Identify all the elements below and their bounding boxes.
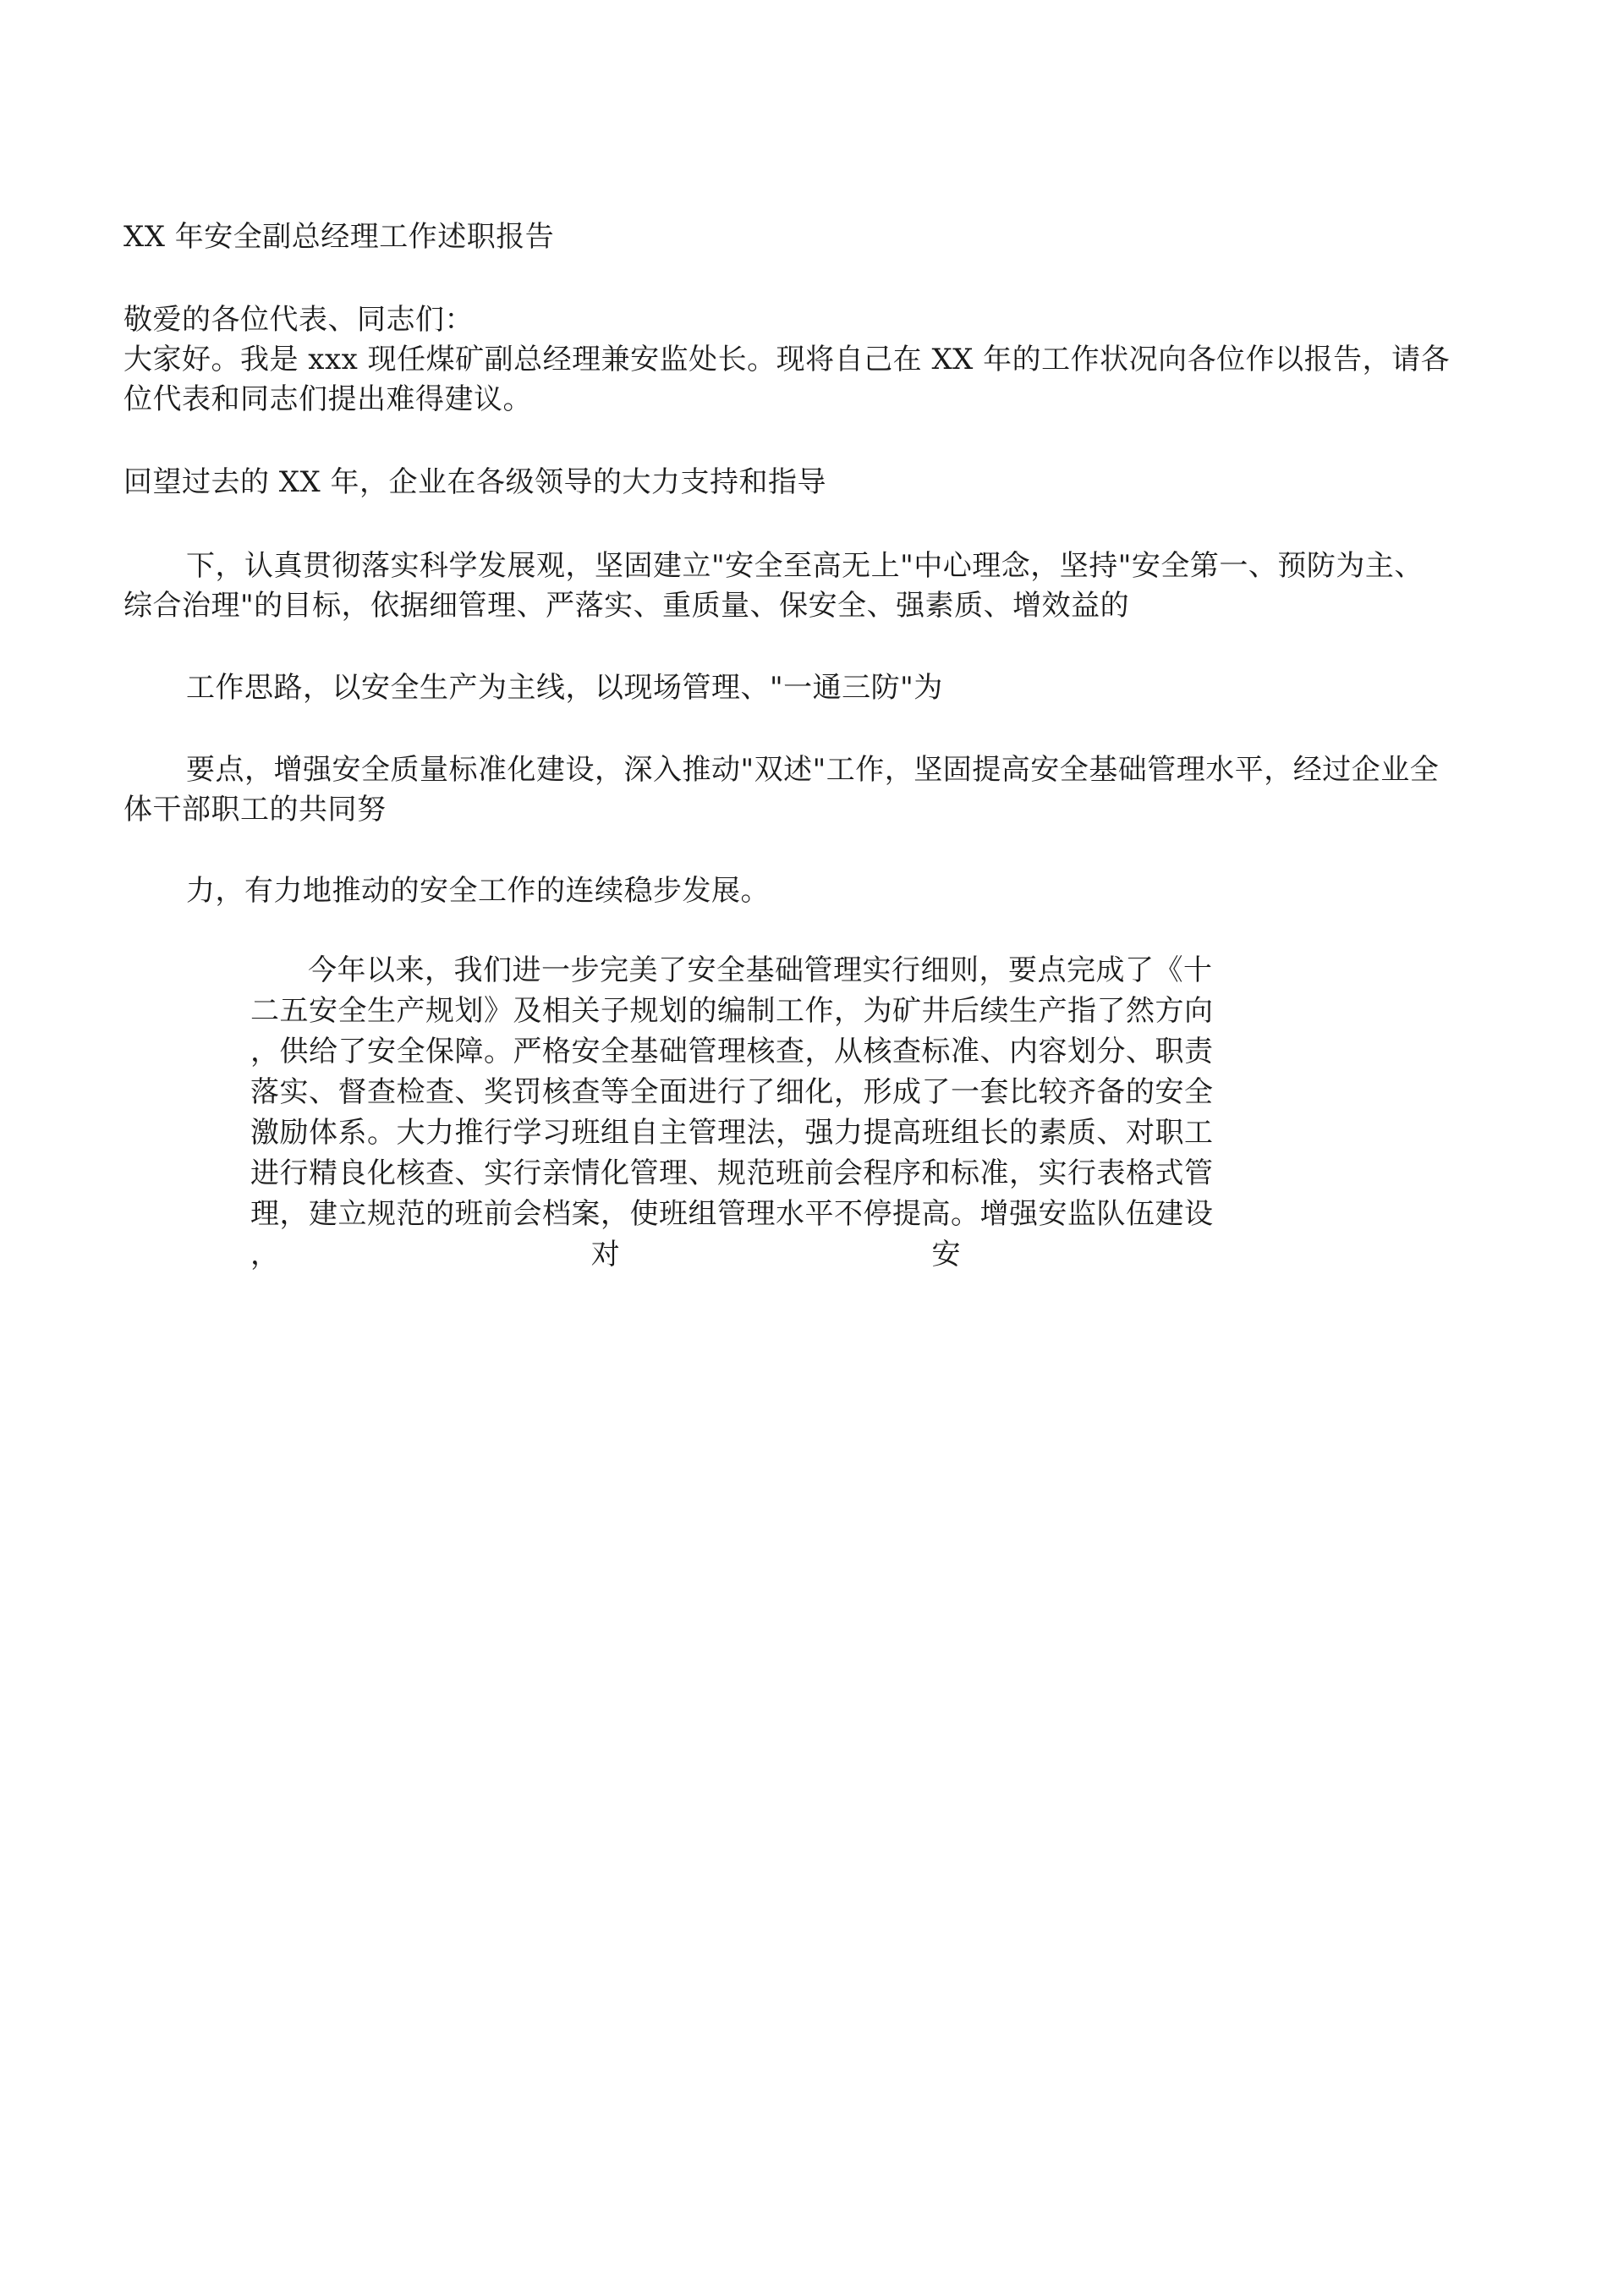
document-title: XX 年安全副总经理工作述职报告 bbox=[123, 220, 555, 254]
paragraph-2-line-1: 工作思路，以安全生产为主线，以现场管理、"一通三防"为 bbox=[186, 671, 943, 705]
block-line: 落实、督查检查、奖罚核查等全面进行了细化，形成了一套比较齐备的安全 bbox=[250, 1075, 1214, 1109]
block-line: 进行精良化核查、实行亲情化管理、规范班前会程序和标准，实行表格式管 bbox=[250, 1156, 1214, 1190]
intro-line-1: 大家好。我是 xxx 现任煤矿副总经理兼安监处长。现将自己在 XX 年的工作状况向各位作以报告，请各 bbox=[123, 343, 1451, 376]
block-line: ，供给了安全保障。严格安全基础管理核查，从核查标准、内容划分、职责 bbox=[250, 1035, 1214, 1068]
block-line: 激励体系。大力推行学习班组自主管理法，强力提高班组长的素质、对职工 bbox=[250, 1116, 1214, 1150]
block-last-line bbox=[250, 1234, 961, 1275]
last-line-part: 安 bbox=[931, 1238, 961, 1272]
block-line: 二五安全生产规划》及相关子规划的编制工作，为矿井后续生产指了然方向 bbox=[250, 994, 1214, 1028]
salutation: 敬爱的各位代表、同志们： bbox=[123, 303, 474, 337]
paragraph-1-line-2: 综合治理"的目标，依据细管理、严落实、重质量、保安全、强素质、增效益的 bbox=[123, 589, 1130, 623]
last-line-part: ， bbox=[250, 1238, 280, 1272]
review-line: 回望过去的 XX 年，企业在各级领导的大力支持和指导 bbox=[123, 465, 827, 499]
block-line: 理，建立规范的班前会档案，使班组管理水平不停提高。增强安监队伍建设 bbox=[250, 1197, 1214, 1231]
indented-text-block bbox=[250, 950, 1284, 1275]
block-line: 今年以来，我们进一步完美了安全基础管理实行细则，要点完成了《十 bbox=[308, 953, 1213, 987]
paragraph-4-line-1: 力，有力地推动的安全工作的连续稳步发展。 bbox=[186, 874, 770, 908]
paragraph-3-line-1: 要点，增强安全质量标准化建设，深入推动"双述"工作，坚固提高安全基础管理水平，经过企业全 bbox=[186, 753, 1440, 787]
intro-line-2: 位代表和同志们提出难得建议。 bbox=[123, 382, 532, 416]
last-line-part: 对 bbox=[590, 1238, 621, 1272]
paragraph-3-line-2: 体干部职工的共同努 bbox=[123, 793, 387, 827]
paragraph-1-line-1: 下，认真贯彻落实科学发展观，坚固建立"安全至高无上"中心理念，坚持"安全第一、预防为主、 bbox=[186, 549, 1424, 583]
